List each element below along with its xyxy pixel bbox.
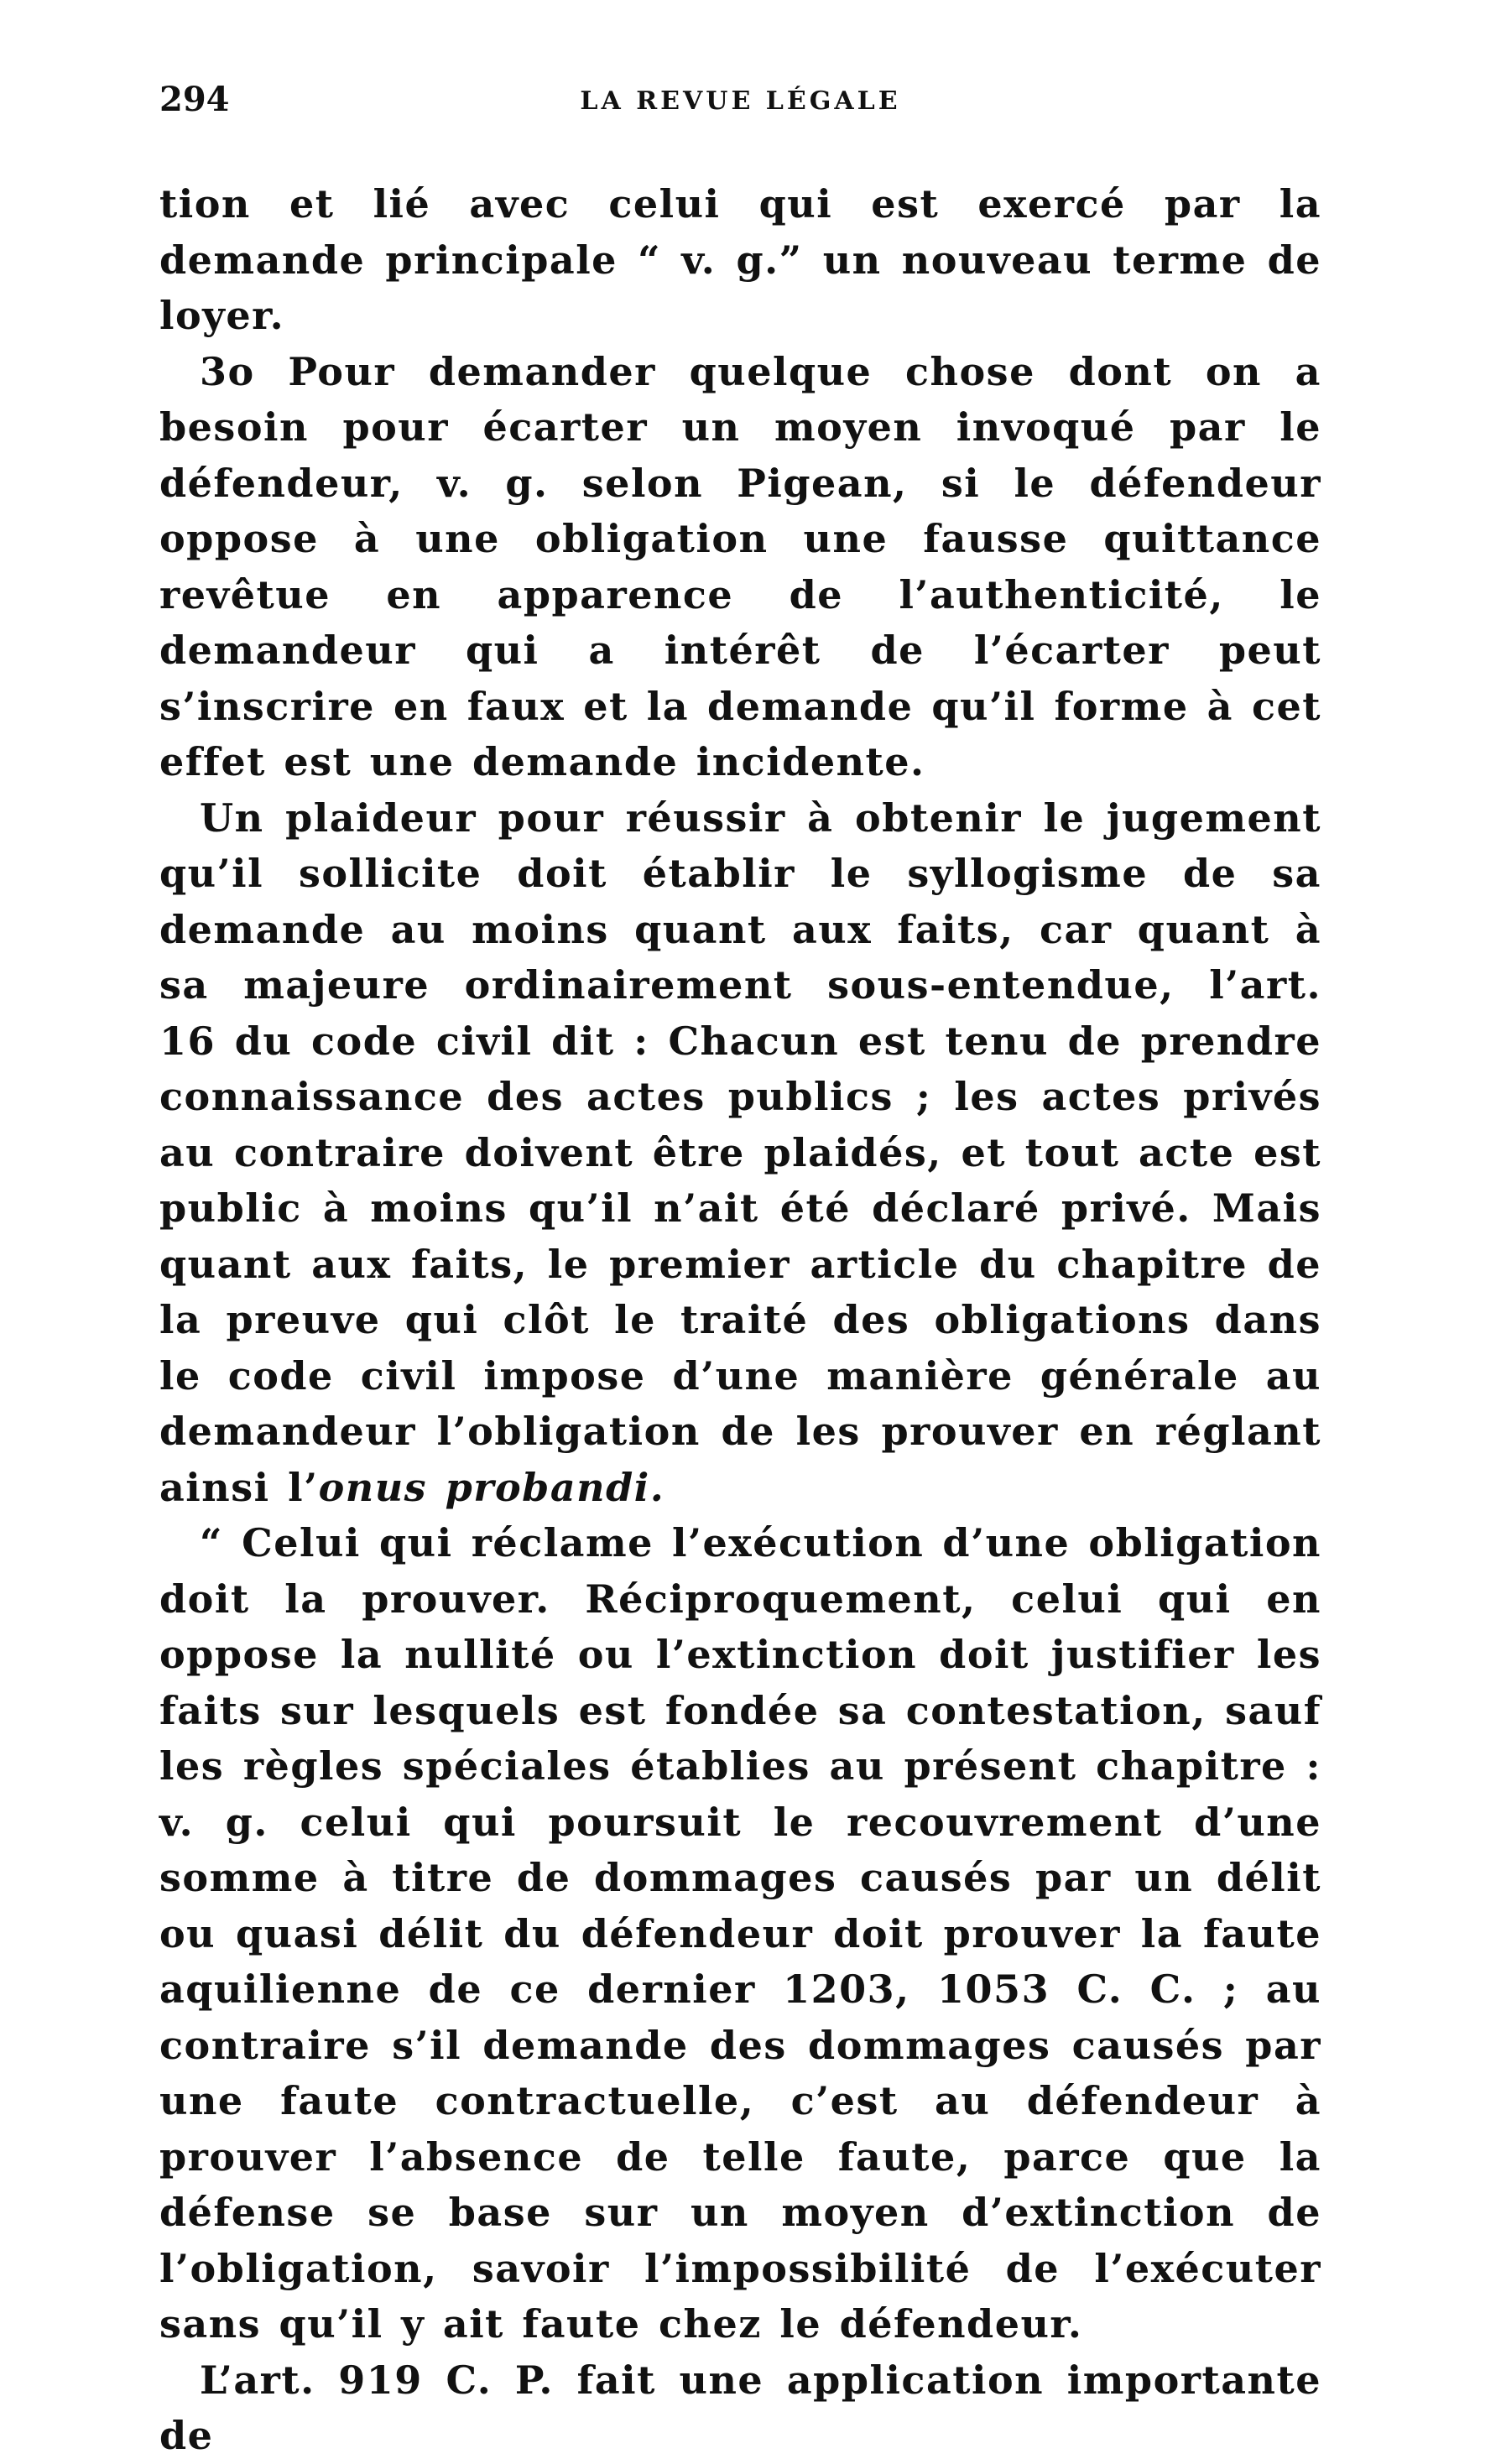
paragraph-quotation: “ Celui qui réclame l’exécution d’une obligation doit la prouver. Réciproquement, celui qui en oppose la nullité ou l’extinction doit justifier les faits sur lesquels est fondée sa contestation, sauf les règles spéciales établies au présent chapitre : v. g. celui qui poursuit le recouvrement d’une somme à titre de dommages causés par un délit ou quasi délit du défendeur doit prouver la faute aquilienne de ce dernier 1203, 1053 C. C. ; au contraire s’il demande des dommages causés par une faute contractuelle, c’est au défendeur à prouver l’absence de telle faute, parce que la défense se base sur un moyen d’extinction de l’obligation, savoir l’impossibilité de l’exécuter sans qu’il y ait faute chez le défendeur.: [159, 1520, 1321, 2347]
page-header: [159, 80, 1321, 130]
document-page: [159, 80, 1321, 2464]
onus-probandi-italic: onus probandi.: [318, 1464, 665, 1510]
body-text: [159, 176, 1321, 2464]
paragraph-syllogism-text: Un plaideur pour réussir à obtenir le jugement qu’il sollicite doit établir le syllogisme de sa demande au moins quant aux faits, car quant à sa majeure ordinairement sous-entendue, l’art. 16 du code civil dit : Chacun est tenu de prendre connaissance des actes publics ; les actes privés au contraire doivent être plaidés, et tout acte est public à moins qu’il n’ait été déclaré privé. Mais quant aux faits, le premier article du chapitre de la preuve qui clôt le traité des obligations dans le code civil impose d’une manière générale au demandeur l’obligation de les prouver en réglant ainsi l’: [159, 794, 1321, 1510]
paragraph-syllogism: [159, 790, 1321, 1516]
page-number: 294: [159, 80, 230, 119]
running-title: LA REVUE LÉGALE: [580, 86, 901, 116]
paragraph-article-919: L’art. 919 C. P. fait une application importante de: [159, 2357, 1321, 2458]
paragraph-continuation: tion et lié avec celui qui est exercé par la demande principale “ v. g.” un nouveau terme de loyer.: [159, 181, 1321, 338]
paragraph-incidental-demand: 3o Pour demander quelque chose dont on a besoin pour écarter un moyen invoqué par le défendeur, v. g. selon Pigean, si le défendeur oppose à une obligation une fausse quittance revêtue en apparence de l’authenticité, le demandeur qui a intérêt de l’écarter peut s’inscrire en faux et la demande qu’il forme à cet effet est une demande incidente.: [159, 348, 1321, 784]
